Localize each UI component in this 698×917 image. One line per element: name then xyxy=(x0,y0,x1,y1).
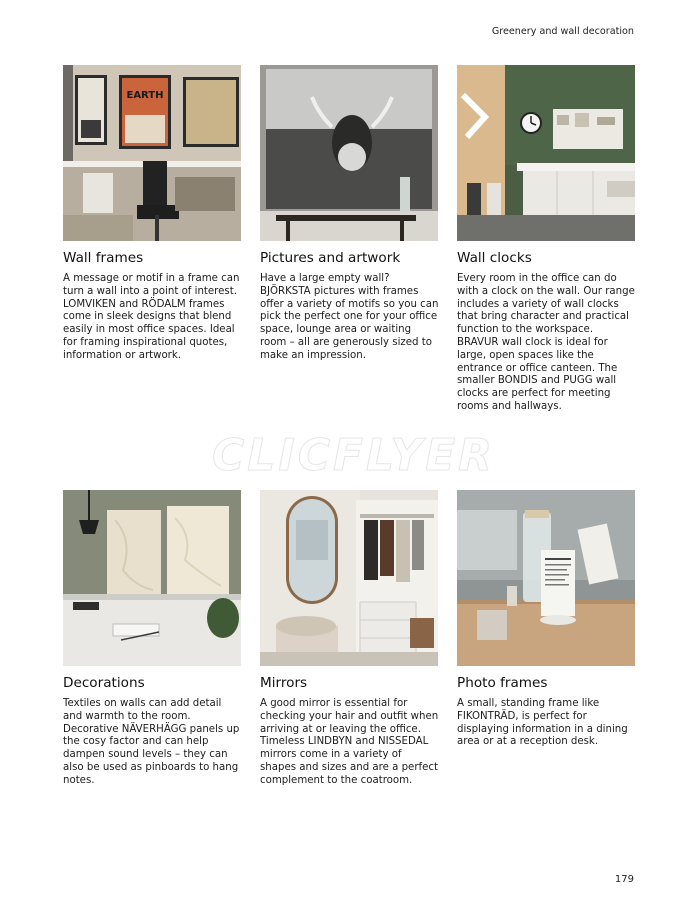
card-text-mirrors: A good mirror is essential for checking your hair and outfit when arriving at or leaving the office. Timeless LINDBYN and NISSEDAL mirrors come in a variety of shapes and sizes and are a perfect complement to the coatroom. xyxy=(260,698,439,786)
card-title-mirrors: Mirrors xyxy=(260,675,308,691)
card-title-wall-frames: Wall frames xyxy=(63,250,144,266)
card-text-wall-frames: A message or motif in a frame can turn a wall into a point of interest. LOMVIKEN and RÖDALM frames come in sleek designs that blend easily in most office spaces. Ideal for framing inspirational quotes, information or artwork. xyxy=(63,273,240,361)
page-number: 179 xyxy=(614,874,634,885)
photo-decorations xyxy=(63,490,241,666)
photo-wall-clocks xyxy=(457,65,635,241)
photo-wall-frames xyxy=(63,65,241,241)
card-text-pictures-artwork: Have a large empty wall? BJÖRKSTA pictures with frames offer a variety of motifs so you can pick the perfect one for your office space, lounge area or waiting room – all are generously sized to make an impression. xyxy=(260,273,439,361)
card-title-photo-frames: Photo frames xyxy=(457,675,548,691)
photo-pictures-artwork xyxy=(260,65,438,241)
page-header: Greenery and wall decoration xyxy=(491,26,634,37)
card-title-wall-clocks: Wall clocks xyxy=(457,250,532,266)
watermark: CLICFLYER xyxy=(212,430,496,481)
card-text-wall-clocks: Every room in the office can do with a clock on the wall. Our range includes a variety of wall clocks that bring character and practical function to the workspace. BRAVUR wall clock is ideal for large, open spaces like the entrance or office canteen. The smaller BONDIS and PUGG wall clocks are perfect for meeting rooms and hallways. xyxy=(457,273,635,412)
photo-photo-frames xyxy=(457,490,635,666)
card-title-pictures-artwork: Pictures and artwork xyxy=(260,250,401,266)
poster-text: EARTH xyxy=(126,90,164,101)
card-title-decorations: Decorations xyxy=(63,675,145,691)
photo-mirrors xyxy=(260,490,438,666)
card-text-decorations: Textiles on walls can add detail and warmth to the room. Decorative NÄVERHÄGG panels up the cosy factor and can help dampen sound levels – they can also be used as pinboards to hang notes. xyxy=(63,698,240,786)
card-text-photo-frames: A small, standing frame like FIKONTRÄD, is perfect for displaying information in a dining area or at a reception desk. xyxy=(457,698,628,748)
